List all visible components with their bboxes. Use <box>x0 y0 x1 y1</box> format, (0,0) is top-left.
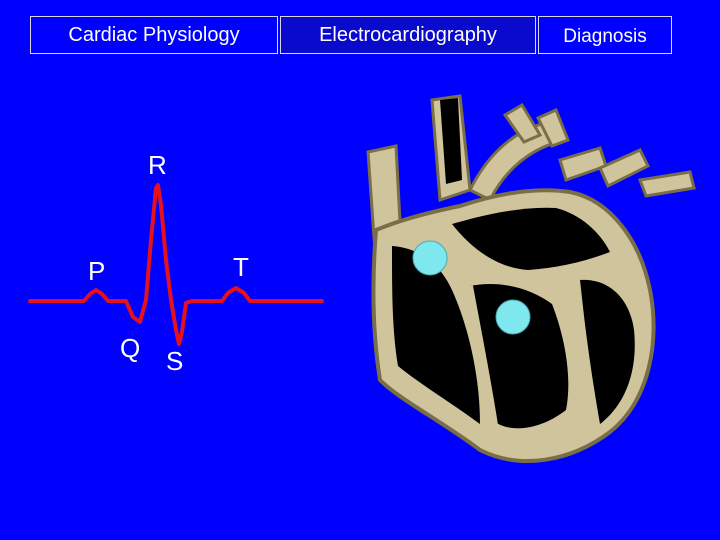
heart-cross-section-icon <box>368 96 694 461</box>
tab-cardiac-physiology[interactable]: Cardiac Physiology <box>30 16 278 54</box>
ecg-label-s: S <box>166 346 184 376</box>
ecg-trace <box>30 185 322 344</box>
ecg-label-r: R <box>148 150 167 180</box>
ecg-label-p: P <box>88 256 106 286</box>
ecg-label-q: Q <box>120 333 141 363</box>
ecg-label-t: T <box>233 252 249 282</box>
tab-diagnosis[interactable]: Diagnosis <box>538 16 672 54</box>
tab-electrocardiography[interactable]: Electrocardiography <box>280 16 536 54</box>
sa-node-marker <box>413 241 447 275</box>
av-node-marker <box>496 300 530 334</box>
